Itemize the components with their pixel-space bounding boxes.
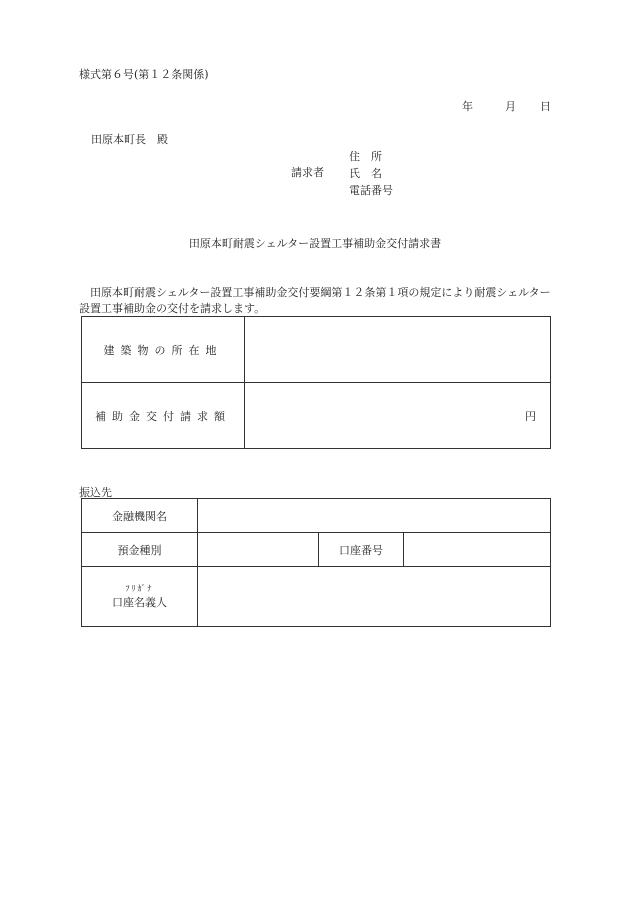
- holder-label: 口座名義人: [112, 596, 167, 609]
- location-value-field[interactable]: [245, 317, 551, 383]
- document-title: 田原本町耐震シェルター設置工事補助金交付請求書: [188, 237, 442, 250]
- holder-row: [82, 567, 551, 627]
- amount-row: [82, 383, 551, 449]
- deposit-type-label: 預金種別: [82, 533, 198, 567]
- amount-unit: 円: [525, 409, 536, 423]
- addressee: 田原本町長 殿: [91, 133, 168, 146]
- bank-section-label: 振込先: [79, 486, 112, 499]
- claimant-name-label: 氏 名: [349, 167, 382, 180]
- location-row: [82, 317, 551, 383]
- document-body: 田原本町耐震シェルター設置工事補助金交付要綱第１２条第１項の規定により耐震シェルター設置工事補助金の交付を請求します。: [79, 286, 551, 315]
- claim-table: [81, 316, 551, 449]
- claimant-role-label: 請求者: [291, 166, 324, 179]
- date-month: 月: [505, 100, 516, 113]
- form-number: 様式第６号(第１２条関係): [79, 68, 209, 81]
- account-number-label: 口座番号: [319, 533, 404, 567]
- holder-label-cell: [82, 567, 198, 627]
- furigana-label: ﾌﾘｶﾞﾅ: [125, 584, 154, 593]
- date-day: 日: [540, 100, 551, 113]
- location-label: 建築物の所在地: [82, 317, 245, 383]
- deposit-type-field[interactable]: [198, 533, 319, 567]
- amount-value-field[interactable]: [245, 383, 551, 449]
- date-line: [462, 98, 551, 114]
- claimant-address-label: 住 所: [349, 150, 382, 163]
- institution-field[interactable]: [198, 499, 551, 533]
- account-number-field[interactable]: [404, 533, 551, 567]
- institution-label: 金融機関名: [82, 499, 198, 533]
- claimant-phone-label: 電話番号: [349, 184, 393, 197]
- account-row: [82, 533, 551, 567]
- date-year: 年: [462, 100, 473, 113]
- amount-label: 補助金交付請求額: [82, 383, 245, 449]
- holder-field[interactable]: [198, 567, 551, 627]
- institution-row: [82, 499, 551, 533]
- bank-table: [81, 498, 551, 627]
- claimant-fields: [349, 148, 393, 199]
